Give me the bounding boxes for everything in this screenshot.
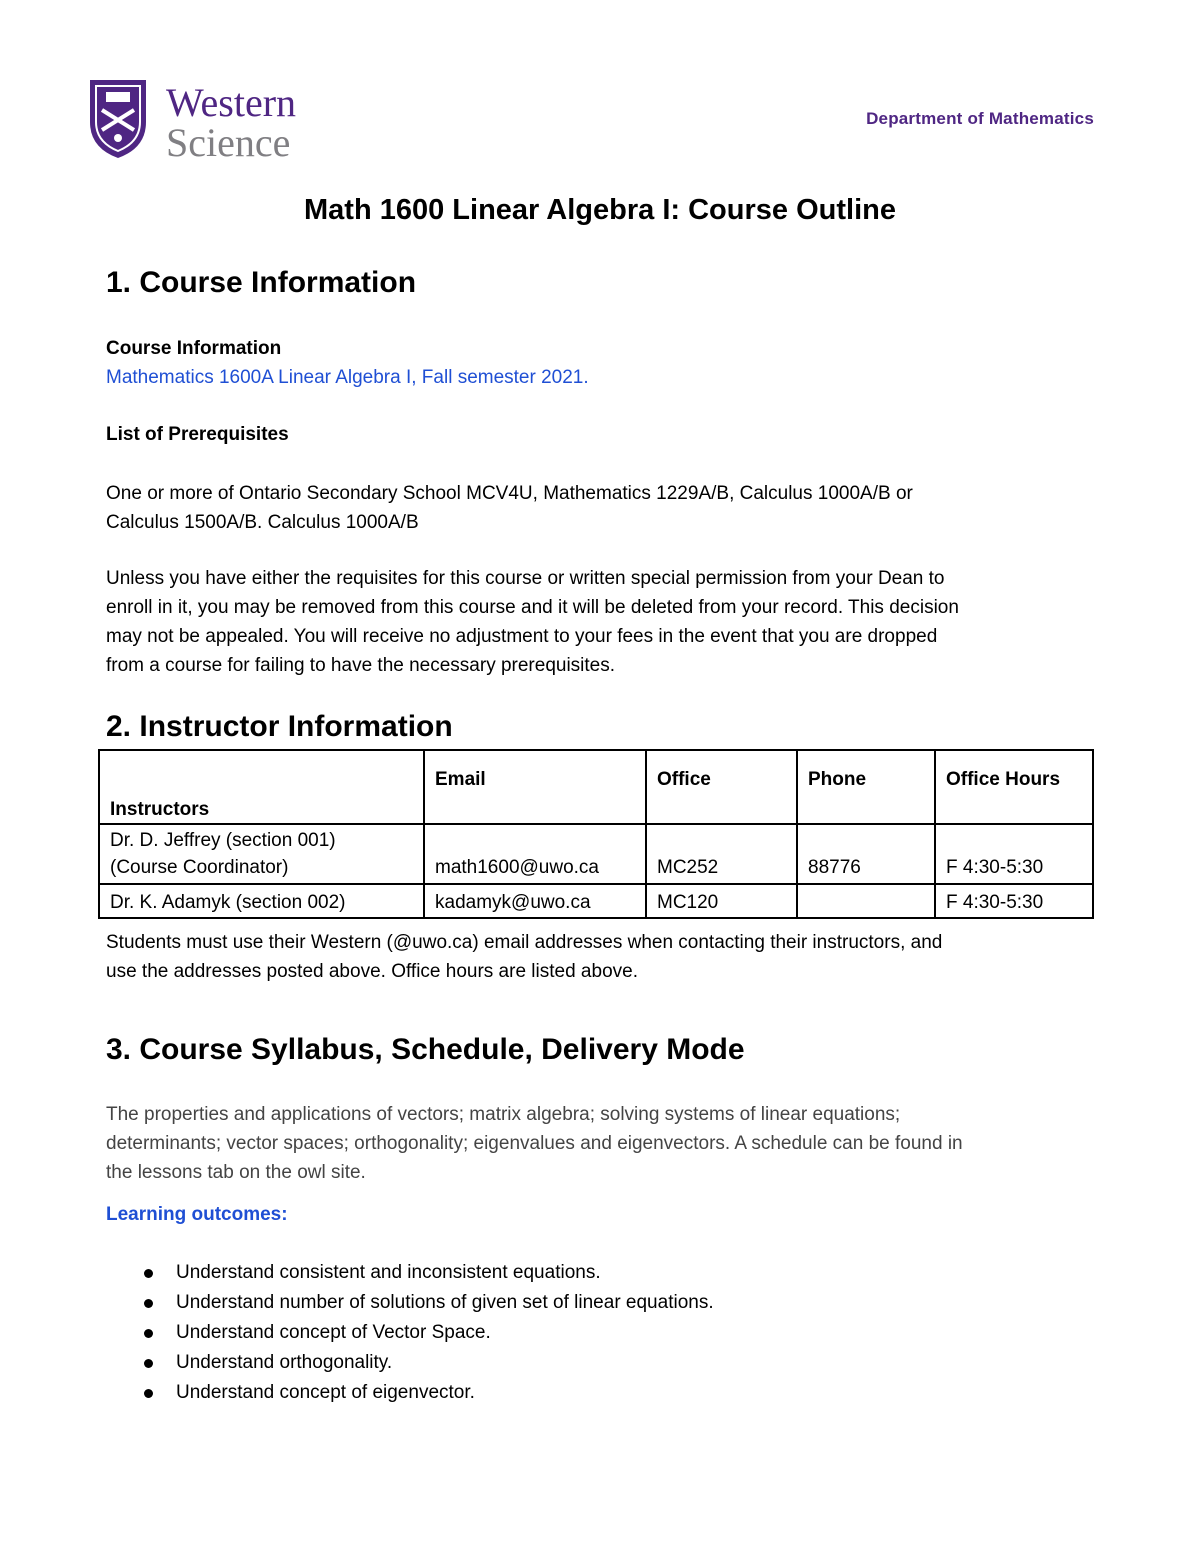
logo-line2: Science <box>166 120 291 162</box>
column-header: Phone <box>797 750 935 824</box>
contact-note-line: use the addresses posted above. Office hours are listed above. <box>106 961 638 982</box>
section2-heading: 2. Instructor Information <box>106 710 453 743</box>
syllabus-line: the lessons tab on the owl site. <box>106 1162 366 1183</box>
instructor-role: (Course Coordinator) <box>110 857 289 878</box>
list-item: Understand consistent and inconsistent equations. <box>176 1258 714 1288</box>
section1-heading: 1. Course Information <box>106 266 417 299</box>
column-header: Email <box>424 750 646 824</box>
prereq-line: One or more of Ontario Secondary School MCV4U, Mathematics 1229A/B, Calculus 1000A/B or <box>106 483 913 504</box>
phone-cell: 88776 <box>797 824 935 884</box>
contact-note-line: Students must use their Western (@uwo.ca) email addresses when contacting their instructors, and <box>106 932 943 953</box>
course-name: Mathematics 1600A Linear Algebra I, Fall semester 2021. <box>106 367 589 388</box>
hours-cell: F 4:30-5:30 <box>935 824 1093 884</box>
list-item: Understand orthogonality. <box>176 1348 714 1378</box>
column-header: Office Hours <box>935 750 1093 824</box>
outcomes-label: Learning outcomes: <box>106 1204 288 1225</box>
instructor-name-cell: Dr. K. Adamyk (section 002) <box>99 884 424 918</box>
section3-heading: 3. Course Syllabus, Schedule, Delivery Mode <box>106 1033 745 1066</box>
phone-cell <box>797 884 935 918</box>
syllabus-description <box>106 1100 1106 1187</box>
notice-line: enroll in it, you may be removed from this course and it will be deleted from your record. This decision <box>106 597 959 618</box>
column-header: Office <box>646 750 797 824</box>
prereq-line: Calculus 1500A/B. Calculus 1000A/B <box>106 512 419 533</box>
email-cell[interactable]: kadamyk@uwo.ca <box>424 884 646 918</box>
list-item: Understand number of solutions of given set of linear equations. <box>176 1288 714 1318</box>
syllabus-line: The properties and applications of vectors; matrix algebra; solving systems of linear equations; <box>106 1104 901 1125</box>
contact-note <box>106 928 1106 986</box>
western-science-logo <box>88 78 338 162</box>
office-cell: MC252 <box>646 824 797 884</box>
notice-line: may not be appealed. You will receive no adjustment to your fees in the event that you are dropped <box>106 626 938 647</box>
syllabus-line: determinants; vector spaces; orthogonality; eigenvalues and eigenvectors. A schedule can be found in <box>106 1133 963 1154</box>
prereq-list <box>106 479 1106 537</box>
logo-line1: Western <box>166 80 297 125</box>
list-item: Understand concept of Vector Space. <box>176 1318 714 1348</box>
hours-cell: F 4:30-5:30 <box>935 884 1093 918</box>
course-info-label: Course Information <box>106 338 282 359</box>
table-header-row <box>99 750 1093 824</box>
notice-line: from a course for failing to have the necessary prerequisites. <box>106 655 616 676</box>
department-name: Department of Mathematics <box>866 109 1094 128</box>
email-cell[interactable]: math1600@uwo.ca <box>424 824 646 884</box>
prereq-notice <box>106 564 1106 680</box>
office-cell: MC120 <box>646 884 797 918</box>
instructor-name: Dr. D. Jeffrey (section 001) <box>110 830 336 851</box>
instructor-table <box>98 749 1094 919</box>
prereq-label: List of Prerequisites <box>106 424 289 445</box>
outcomes-list <box>106 1258 714 1408</box>
table-row <box>99 824 1093 884</box>
column-header: Instructors <box>99 750 424 824</box>
course-info-block <box>106 334 1106 392</box>
crest-icon <box>88 78 338 162</box>
table-row <box>99 884 1093 918</box>
notice-line: Unless you have either the requisites for this course or written special permission from your Dean to <box>106 568 945 589</box>
instructor-name-cell <box>99 824 424 884</box>
list-item: Understand concept of eigenvector. <box>176 1378 714 1408</box>
document-title: Math 1600 Linear Algebra I: Course Outline <box>304 194 896 226</box>
